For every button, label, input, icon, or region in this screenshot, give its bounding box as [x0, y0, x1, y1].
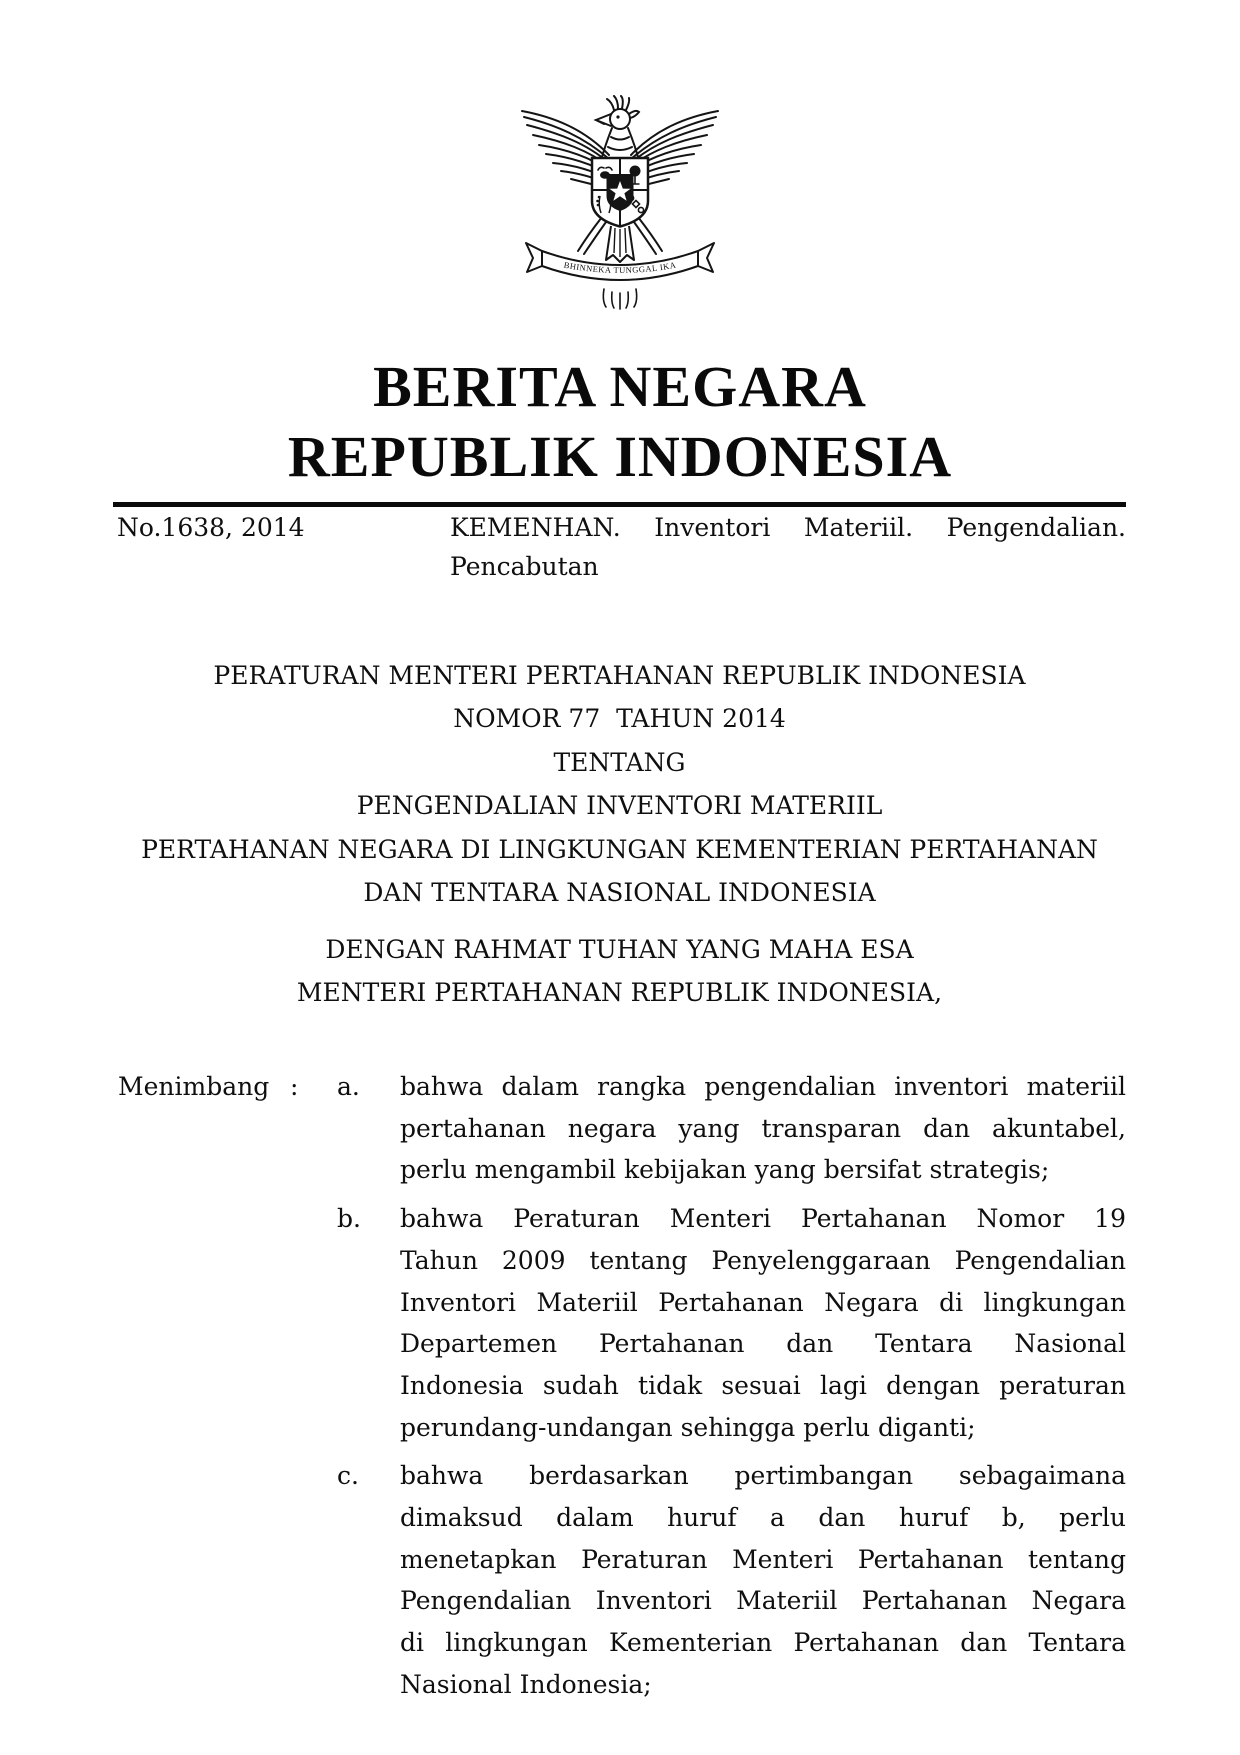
masthead-title-line2: REPUBLIK INDONESIA [287, 424, 953, 489]
text-line: Pengendalian Inventori Materiil Pertahanan Negara [400, 1586, 1126, 1616]
text-line: Pencabutan [450, 552, 599, 581]
text-line: PENGENDALIAN INVENTORI MATERIIL [356, 791, 883, 821]
text-line: Nasional Indonesia; [400, 1669, 652, 1699]
gazette-number: No.1638, 2014 [117, 513, 305, 542]
text-line: PERATURAN MENTERI PERTAHANAN REPUBLIK INDONESIA [213, 661, 1026, 690]
invocation [113, 928, 1126, 1015]
consideration-item-b [337, 1198, 1126, 1448]
text-line: perundang-undangan sehingga perlu diganti; [400, 1412, 976, 1442]
text-line: di lingkungan Kementerian Pertahanan dan Tentara [400, 1628, 1126, 1658]
text-line: NOMOR 77 TAHUN 2014 [453, 704, 786, 734]
text-line: bahwa Peraturan Menteri Pertahanan Nomor 19 [400, 1204, 1126, 1234]
regulation-title [113, 654, 1126, 914]
text-line: DAN TENTARA NASIONAL INDONESIA [363, 878, 876, 908]
gazette-subject [450, 508, 1126, 586]
text-line: Tahun 2009 tentang Penyelenggaraan Pengendalian [400, 1245, 1126, 1275]
text-line: MENTERI PERTAHANAN REPUBLIK INDONESIA, [296, 978, 943, 1008]
gazette-info-row [113, 508, 1126, 586]
text-line: dimaksud dalam huruf a dan huruf b, perlu [400, 1503, 1126, 1533]
considerations-colon: : [290, 1072, 299, 1101]
text-line: DENGAN RAHMAT TUHAN YANG MAHA ESA [325, 935, 914, 964]
text-line: TENTANG [553, 747, 686, 777]
emblem-motto-text: BHINNEKA TUNGGAL IKA [563, 259, 677, 276]
considerations-label: Menimbang [118, 1072, 270, 1101]
item-text [400, 1455, 1126, 1705]
considerations-items [337, 1066, 1126, 1706]
text-line: KEMENHAN. Inventori Materiil. Pengendalian. [450, 513, 1126, 542]
consideration-item-c [337, 1455, 1126, 1705]
masthead-rule [113, 502, 1126, 507]
garuda-pancasila-emblem [514, 95, 726, 310]
item-marker: b. [337, 1204, 361, 1234]
item-text [400, 1198, 1126, 1448]
text-line: bahwa dalam rangka pengendalian inventori materiil [400, 1072, 1126, 1101]
text-line: Inventori Materiil Pertahanan Negara di lingkungan [400, 1287, 1126, 1317]
consideration-item-a [337, 1066, 1126, 1191]
masthead [0, 352, 1240, 492]
masthead-title-line1: BERITA NEGARA [373, 354, 867, 419]
considerations-section [113, 1066, 1126, 1713]
text-line: bahwa berdasarkan pertimbangan sebagaimana [400, 1461, 1126, 1491]
item-marker: a. [337, 1072, 360, 1101]
text-line: menetapkan Peraturan Menteri Pertahanan tentang [400, 1544, 1126, 1574]
text-line: perlu mengambil kebijakan yang bersifat strategis; [400, 1155, 1050, 1185]
text-line: PERTAHANAN NEGARA DI LINGKUNGAN KEMENTERIAN PERTAHANAN [141, 834, 1098, 864]
text-line: Indonesia sudah tidak sesuai lagi dengan peraturan [400, 1370, 1126, 1400]
text-line: Departemen Pertahanan dan Tentara Nasional [400, 1329, 1126, 1359]
item-marker: c. [337, 1461, 359, 1491]
item-text [400, 1066, 1126, 1191]
text-line: pertahanan negara yang transparan dan akuntabel, [400, 1113, 1126, 1143]
